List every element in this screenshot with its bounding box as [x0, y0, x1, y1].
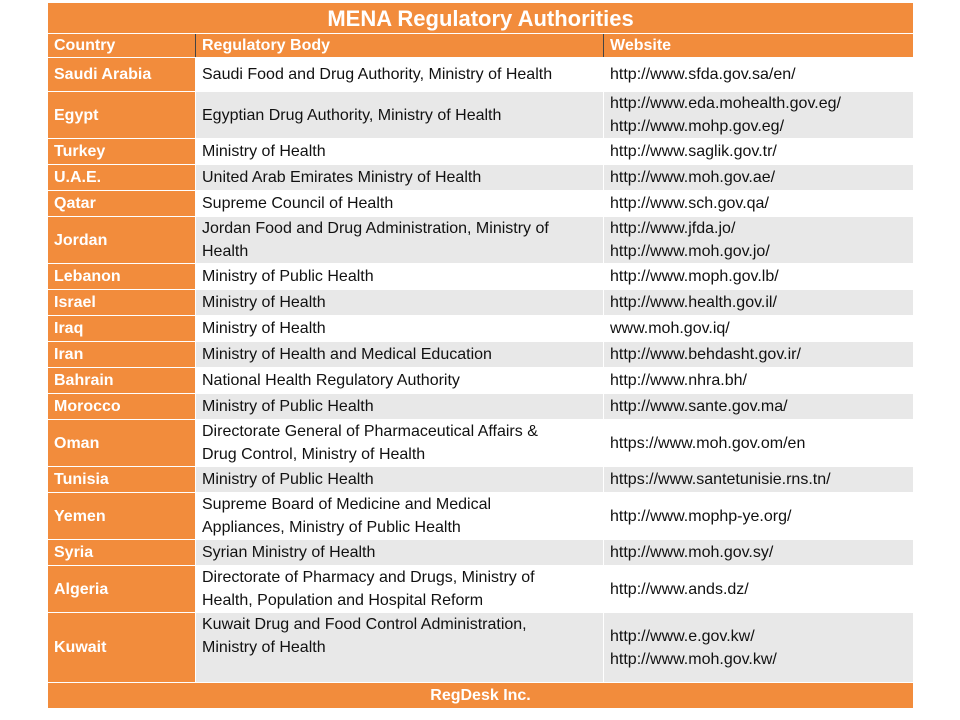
country-cell: Turkey — [48, 139, 196, 165]
country-cell: Bahrain — [48, 368, 196, 394]
website-link[interactable]: http://www.moh.gov.jo/ — [610, 243, 770, 260]
website-link[interactable]: http://www.moph.gov.lb/ — [610, 268, 779, 285]
regulatory-body-cell — [196, 394, 604, 420]
website-cell — [604, 191, 914, 217]
regulatory-body-text: Kuwait Drug and Food Control Administration, — [202, 616, 527, 633]
table-row — [48, 92, 914, 139]
table-row — [48, 342, 914, 368]
country-cell: Oman — [48, 420, 196, 467]
website-link[interactable]: http://www.sch.gov.qa/ — [610, 195, 769, 212]
website-link[interactable]: http://www.mohp.gov.eg/ — [610, 118, 785, 135]
regulatory-body-text: Jordan Food and Drug Administration, Ministry of — [202, 220, 549, 237]
country-cell: Kuwait — [48, 613, 196, 683]
regulatory-body-text: Health — [202, 243, 249, 260]
website-cell — [604, 92, 914, 139]
regulatory-body-cell — [196, 493, 604, 540]
regulatory-body-text: United Arab Emirates Ministry of Health — [202, 169, 482, 186]
website-link[interactable]: http://www.e.gov.kw/ — [610, 627, 755, 645]
table-row — [48, 613, 914, 683]
website-cell — [604, 394, 914, 420]
country-cell: Lebanon — [48, 264, 196, 290]
table-row — [48, 368, 914, 394]
table-row — [48, 394, 914, 420]
website-cell — [604, 540, 914, 566]
country-cell: Yemen — [48, 493, 196, 540]
regulatory-body-text: National Health Regulatory Authority — [202, 372, 460, 389]
table-row — [48, 540, 914, 566]
website-cell — [604, 165, 914, 191]
table-title-row — [48, 3, 914, 34]
table-row — [48, 420, 914, 467]
website-link[interactable]: http://www.behdasht.gov.ir/ — [610, 346, 801, 363]
regulatory-body-text: Ministry of Public Health — [202, 398, 374, 415]
country-cell: Iran — [48, 342, 196, 368]
regulatory-body-cell — [196, 566, 604, 613]
regulatory-body-text: Appliances, Ministry of Public Health — [202, 519, 461, 536]
website-link[interactable]: http://www.sfda.gov.sa/en/ — [610, 66, 796, 83]
regulatory-body-text: Health, Population and Hospital Reform — [202, 592, 484, 609]
regulatory-body-text: Ministry of Health — [202, 639, 326, 656]
table-body — [48, 58, 914, 683]
table-row — [48, 264, 914, 290]
regulatory-body-text: Directorate General of Pharmaceutical Affairs & — [202, 423, 538, 440]
website-cell — [604, 613, 914, 683]
website-link[interactable]: https://www.santetunisie.rns.tn/ — [610, 471, 831, 488]
website-cell — [604, 139, 914, 165]
website-link[interactable]: http://www.nhra.bh/ — [610, 372, 747, 389]
table-row — [48, 316, 914, 342]
table-header-row — [48, 34, 914, 58]
regulatory-body-cell — [196, 191, 604, 217]
regulatory-body-text: Syrian Ministry of Health — [202, 544, 376, 561]
regulatory-body-cell — [196, 139, 604, 165]
regulatory-body-cell — [196, 92, 604, 139]
website-cell — [604, 58, 914, 92]
country-cell: Tunisia — [48, 467, 196, 493]
regulatory-body-text: Supreme Council of Health — [202, 195, 394, 212]
regulatory-body-text: Saudi Food and Drug Authority, Ministry of Health — [202, 66, 553, 83]
regulatory-body-text: Egyptian Drug Authority, Ministry of Health — [202, 106, 502, 124]
website-link[interactable]: https://www.moh.gov.om/en — [610, 434, 806, 452]
country-cell: Qatar — [48, 191, 196, 217]
table-title: MENA Regulatory Authorities — [48, 3, 914, 34]
website-cell — [604, 264, 914, 290]
regulatory-body-cell — [196, 290, 604, 316]
regulatory-body-text: Ministry of Health — [202, 320, 326, 337]
website-link[interactable]: http://www.saglik.gov.tr/ — [610, 143, 777, 160]
regulatory-body-text: Ministry of Health and Medical Education — [202, 346, 492, 363]
website-link[interactable]: http://www.moh.gov.kw/ — [610, 650, 777, 668]
regulatory-body-cell — [196, 264, 604, 290]
column-header-regulatory-body: Regulatory Body — [196, 34, 604, 58]
regulatory-body-cell — [196, 613, 604, 683]
column-header-country: Country — [48, 34, 196, 58]
country-cell: Iraq — [48, 316, 196, 342]
regulatory-body-text: Supreme Board of Medicine and Medical — [202, 496, 492, 513]
regulatory-body-cell — [196, 540, 604, 566]
table-row — [48, 290, 914, 316]
regulatory-body-cell — [196, 467, 604, 493]
regulatory-body-cell — [196, 368, 604, 394]
regulatory-body-cell — [196, 316, 604, 342]
website-link[interactable]: http://www.eda.mohealth.gov.eg/ — [610, 95, 841, 112]
table-footer-row — [48, 683, 914, 709]
regulatory-body-cell — [196, 342, 604, 368]
table-row — [48, 139, 914, 165]
regulatory-table — [47, 2, 914, 709]
country-cell: Jordan — [48, 217, 196, 264]
table-row — [48, 493, 914, 540]
website-cell — [604, 566, 914, 613]
website-link[interactable]: http://www.jfda.jo/ — [610, 220, 736, 237]
website-link[interactable]: http://www.sante.gov.ma/ — [610, 398, 788, 415]
website-link[interactable]: http://www.moh.gov.sy/ — [610, 544, 774, 561]
footer-credit: RegDesk Inc. — [48, 683, 914, 709]
table-row — [48, 566, 914, 613]
regulatory-body-cell — [196, 165, 604, 191]
country-cell: Morocco — [48, 394, 196, 420]
table-row — [48, 191, 914, 217]
table-row — [48, 165, 914, 191]
website-cell — [604, 493, 914, 540]
column-header-website: Website — [604, 34, 914, 58]
website-link[interactable]: http://www.health.gov.il/ — [610, 294, 777, 311]
country-cell: Egypt — [48, 92, 196, 139]
website-link[interactable]: http://www.mophp-ye.org/ — [610, 507, 792, 525]
table-row — [48, 467, 914, 493]
website-link[interactable]: http://www.moh.gov.ae/ — [610, 169, 776, 186]
regulatory-body-text: Drug Control, Ministry of Health — [202, 446, 426, 463]
website-link[interactable]: http://www.ands.dz/ — [610, 580, 749, 598]
regulatory-body-text: Ministry of Health — [202, 143, 326, 160]
website-cell — [604, 290, 914, 316]
regulatory-body-cell — [196, 217, 604, 264]
country-cell: Saudi Arabia — [48, 58, 196, 92]
regulatory-body-cell — [196, 420, 604, 467]
website-cell — [604, 217, 914, 264]
website-link[interactable]: www.moh.gov.iq/ — [610, 320, 730, 337]
regulatory-body-cell — [196, 58, 604, 92]
regulatory-body-text: Ministry of Public Health — [202, 471, 374, 488]
website-cell — [604, 467, 914, 493]
website-cell — [604, 316, 914, 342]
country-cell: Algeria — [48, 566, 196, 613]
website-cell — [604, 420, 914, 467]
website-cell — [604, 368, 914, 394]
website-cell — [604, 342, 914, 368]
table-row — [48, 217, 914, 264]
regulatory-body-text: Directorate of Pharmacy and Drugs, Ministry of — [202, 569, 535, 586]
country-cell: Syria — [48, 540, 196, 566]
table-row — [48, 58, 914, 92]
country-cell: U.A.E. — [48, 165, 196, 191]
country-cell: Israel — [48, 290, 196, 316]
regulatory-body-text: Ministry of Health — [202, 294, 326, 311]
regulatory-body-text: Ministry of Public Health — [202, 268, 374, 285]
